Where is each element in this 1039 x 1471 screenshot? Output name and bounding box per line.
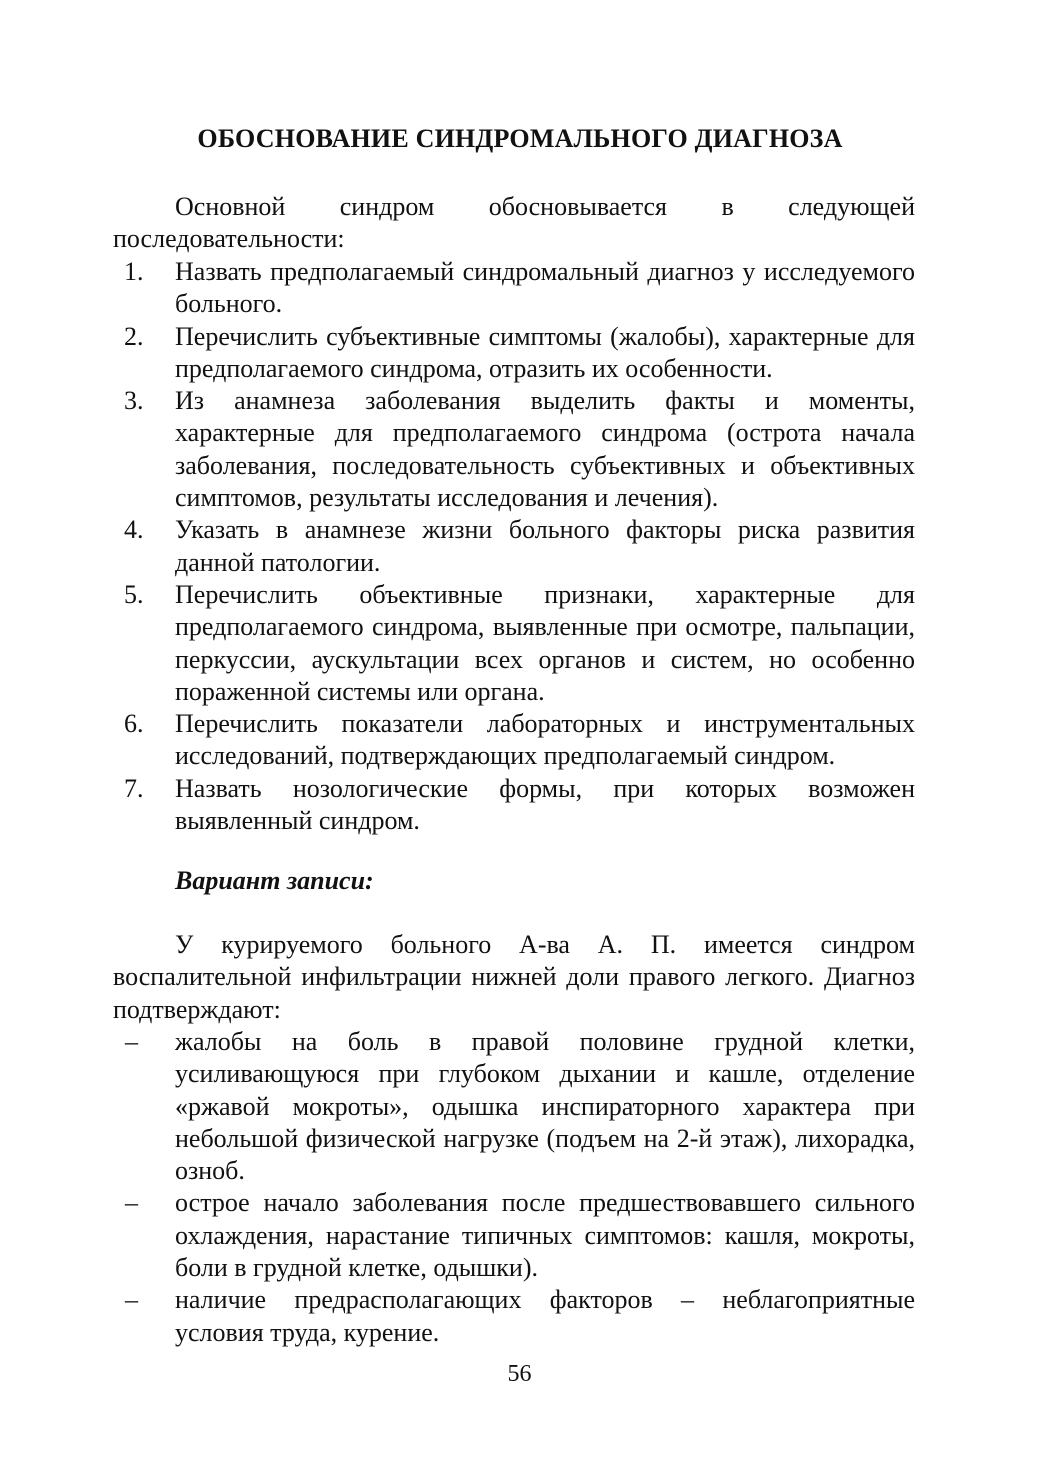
example-paragraph: У курируемого больного А-ва А. П. имеется синдром воспалительной инфильтрации нижней доли правого легкого. Диагноз подтверждают: (113, 930, 915, 1024)
list-item (113, 256, 915, 321)
list-item-text: наличие предрасполагающих факторов – неблагоприятные условия труда, курение. (175, 1285, 915, 1347)
page-title: ОБОСНОВАНИЕ СИНДРОМАЛЬНОГО ДИАГНОЗА (197, 124, 843, 153)
list-item-text: Перечислить субъективные симптомы (жалобы), характерные для предполагаемого синдрома, отразить их особенности. (175, 321, 915, 383)
dash-marker: – (125, 1285, 138, 1315)
list-number: 4. (124, 515, 144, 545)
list-item (113, 1284, 915, 1349)
list-item-text: Из анамнеза заболевания выделить факты и моменты, характерные для предполагаемого синдрома (острота начала заболевания, последовательность субъективных и объективных симптомов, результаты исследования и лечения). (175, 386, 915, 513)
dash-marker: – (125, 1027, 138, 1056)
list-item (113, 708, 915, 773)
list-number: 2. (124, 321, 144, 351)
steps-list (113, 256, 915, 837)
dash-marker: – (125, 1188, 138, 1218)
example-heading: Вариант записи: (175, 866, 374, 895)
list-item (113, 579, 915, 708)
intro-paragraph: Основной синдром обосновывается в следующей последовательности: (113, 192, 915, 254)
list-item-text: острое начало заболевания после предшествовавшего сильного охлаждения, нарастание типичных симптомов: кашля, мокроты, боли в грудной клетке, одышки). (175, 1188, 915, 1283)
list-item-text: Указать в анамнезе жизни больного факторы риска развития данной патологии. (175, 515, 915, 577)
list-item (113, 1026, 915, 1187)
list-item (113, 1187, 915, 1284)
list-item-text: Перечислить объективные признаки, характерные для предполагаемого синдрома, выявленные при осмотре, пальпации, перкуссии, аускультации всех органов и систем, но особенно пораженной системы или органа. (175, 579, 915, 706)
list-item-text: жалобы на боль в правой половине грудной клетки, усиливающуюся при глубоком дыхании и кашле, отделение «ржавой мокроты», одышка инспираторного характера при небольшой физической нагрузке (подъем на 2-й этаж), лихорадка, озноб. (175, 1027, 915, 1186)
list-item-text: Перечислить показатели лабораторных и инструментальных исследований, подтверждающих предполагаемый синдром. (175, 709, 915, 771)
list-item-text: Назвать нозологические формы, при которых возможен выявленный синдром. (175, 773, 915, 836)
list-item (113, 385, 915, 514)
list-number: 1. (124, 257, 144, 286)
list-number: 5. (124, 579, 144, 609)
evidence-list (113, 1026, 915, 1349)
page-number: 56 (507, 1361, 532, 1387)
list-item (113, 321, 915, 386)
list-item-text: Назвать предполагаемый синдромальный диагноз у исследуемого больного. (175, 257, 915, 319)
list-item (113, 773, 915, 838)
list-number: 3. (124, 386, 144, 416)
list-item (113, 514, 915, 579)
list-number: 6. (124, 709, 144, 739)
list-number: 7. (124, 773, 144, 803)
